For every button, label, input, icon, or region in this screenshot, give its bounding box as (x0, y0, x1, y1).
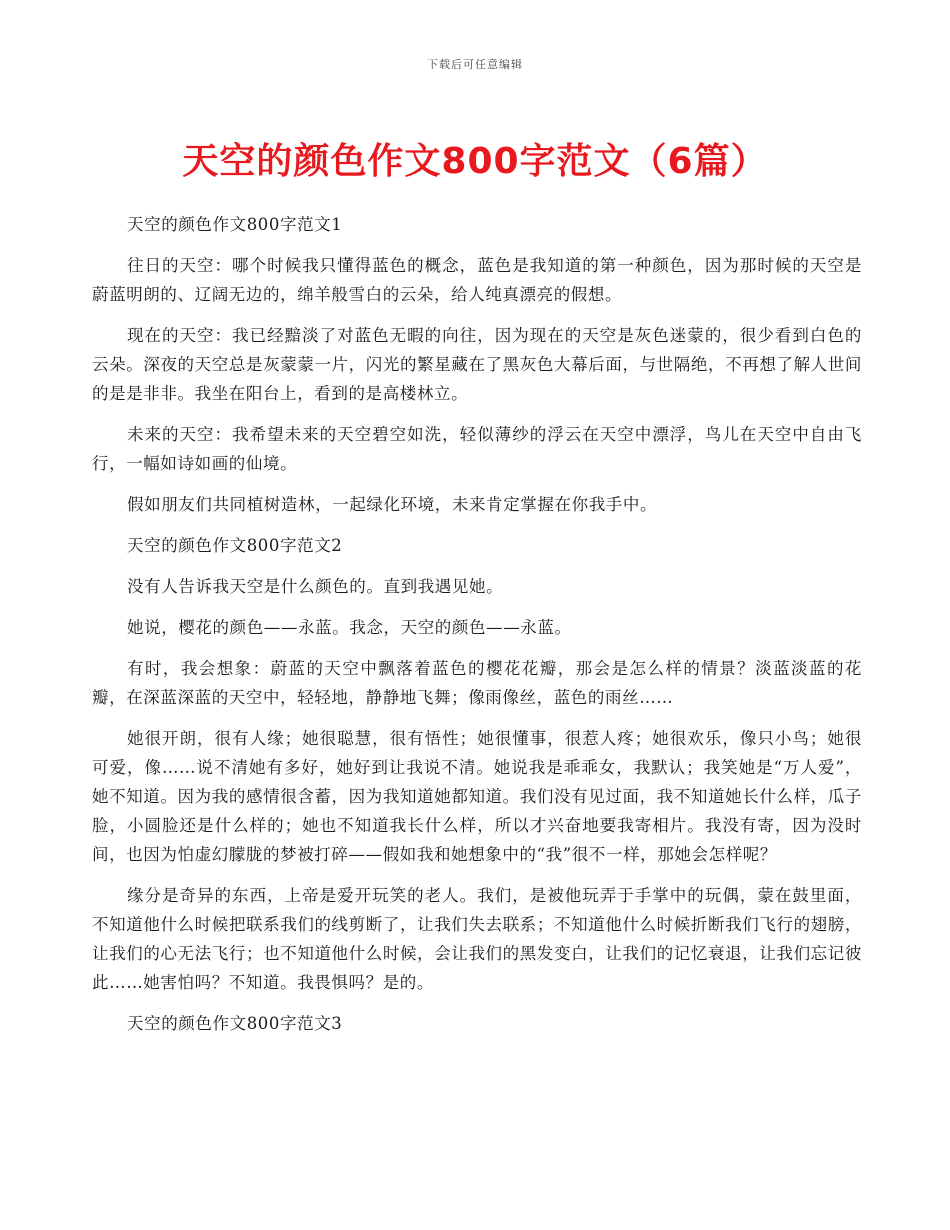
section-heading-3: 天空的颜色作文800字范文3 (127, 1014, 343, 1033)
paragraph: 现在的天空：我已经黯淡了对蓝色无暇的向往，因为现在的天空是灰色迷蒙的，很少看到白色的云朵。深夜的天空总是灰蒙蒙一片，闪光的繁星藏在了黑灰色大幕后面，与世隔绝，不再想了解人世间的是是非非。我坐在阳台上，看到的是高楼林立。 (92, 326, 862, 403)
section-heading-2: 天空的颜色作文800字范文2 (127, 536, 343, 555)
paragraph: 往日的天空：哪个时候我只懂得蓝色的概念，蓝色是我知道的第一种颜色，因为那时候的天空是蔚蓝明朗的、辽阔无边的，绵羊般雪白的云朵，给人纯真漂亮的假想。 (92, 256, 862, 304)
page-header-note: 下载后可任意编辑 (427, 58, 523, 71)
document-body (92, 210, 862, 1050)
paragraph: 没有人告诉我天空是什么颜色的。直到我遇见她。 (127, 577, 504, 596)
paragraph: 未来的天空：我希望未来的天空碧空如洗，轻似薄纱的浮云在天空中漂浮，鸟儿在天空中自由飞行，一幅如诗如画的仙境。 (92, 425, 862, 473)
section-heading-1: 天空的颜色作文800字范文1 (127, 215, 343, 234)
paragraph: 假如朋友们共同植树造林，一起绿化环境，未来肯定掌握在你我手中。 (127, 495, 658, 514)
paragraph: 缘分是奇异的东西，上帝是爱开玩笑的老人。我们，是被他玩弄于手掌中的玩偶，蒙在鼓里面，不知道他什么时候把联系我们的线剪断了，让我们失去联系；不知道他什么时候折断我们飞行的翅膀，让我们的心无法飞行；也不知道他什么时候，会让我们的黑发变白，让我们的记忆衰退，让我们忘记彼此……她害怕吗？不知道。我畏惧吗？是的。 (92, 886, 862, 992)
paragraph: 有时，我会想象：蔚蓝的天空中飘落着蓝色的樱花花瓣，那会是怎么样的情景？淡蓝淡蓝的花瓣，在深蓝深蓝的天空中，轻轻地，静静地飞舞；像雨像丝，蓝色的雨丝…… (92, 659, 862, 707)
paragraph: 她说，樱花的颜色——永蓝。我念，天空的颜色——永蓝。 (127, 618, 572, 637)
document-title: 天空的颜色作文800字范文（6篇） (182, 141, 768, 182)
paragraph: 她很开朗，很有人缘；她很聪慧，很有悟性；她很懂事，很惹人疼；她很欢乐，像只小鸟；她很可爱，像……说不清她有多好，她好到让我说不清。她说我是乖乖女，我默认；我笑她是“万人爱”，她不知道。因为我的感情很含蓄，因为我知道她都知道。我们没有见过面，我不知道她长什么样，瓜子脸，小圆脸还是什么样的；她也不知道我长什么样，所以才兴奋地要我寄相片。我没有寄，因为没时间，也因为怕虚幻朦胧的梦被打碎——假如我和她想象中的“我”很不一样，那她会怎样呢？ (92, 729, 862, 864)
